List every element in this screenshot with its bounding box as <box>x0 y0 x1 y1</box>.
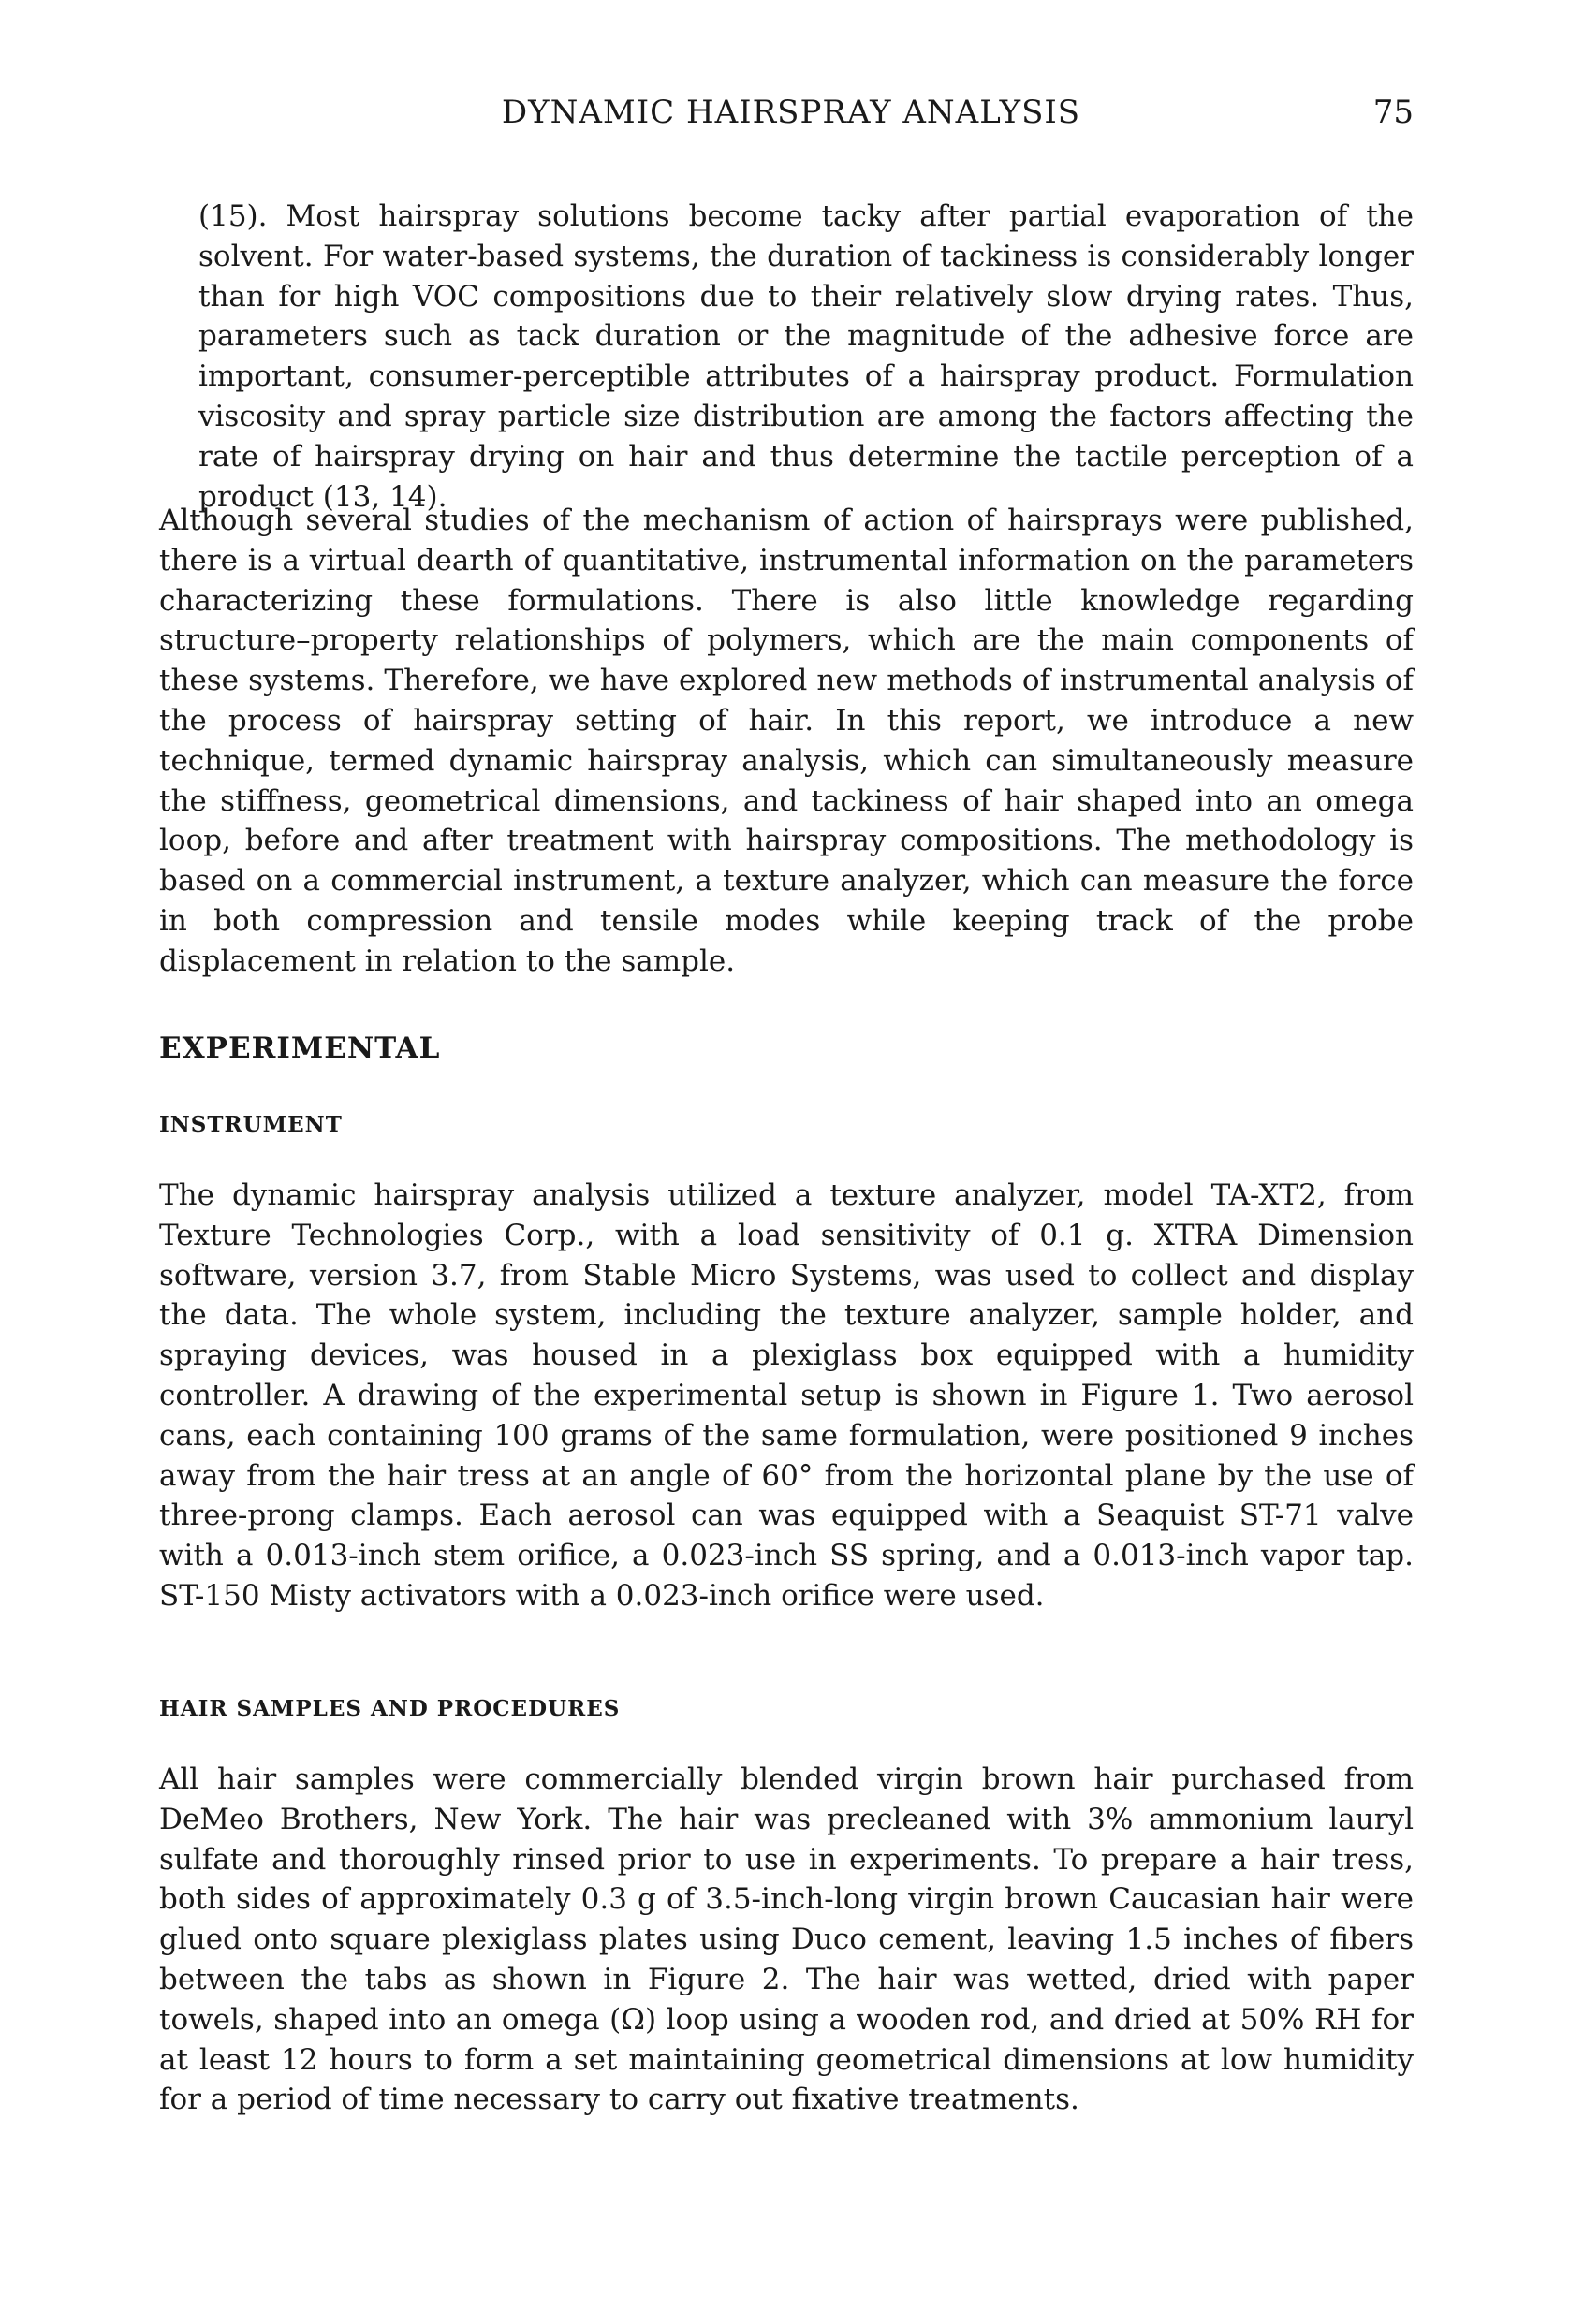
paragraph-continuation: (15). Most hairspray solutions become tacky after partial evaporation of the solvent. For water-based systems, the duration of tackiness is considerably longer than for high VOC compositions due to their relatively slow drying rates. Thus, parameters such as tack duration or the magnitude of the adhesive force are important, consumer-perceptible attributes of a hairspray product. Formulation viscosity and spray particle size distribution are among the factors affecting the rate of hairspray drying on hair and thus determine the tactile perception of a product (13, 14). <box>198 199 1414 514</box>
subheading-hair-samples: HAIR SAMPLES AND PROCEDURES <box>159 1696 621 1721</box>
paragraph-introduction: Although several studies of the mechanism of action of hairsprays were published, there is a virtual dearth of quantitative, instrumental information on the parameters characterizing these formulations. There is also little knowledge regarding structure–property relationships of polymers, which are the main components of these systems. Therefore, we have explored new methods of instrumental analysis of the process of hairspray setting of hair. In this report, we introduce a new technique, termed dynamic hairspray analysis, which can simultaneously measure the stiffness, geometrical dimensions, and tackiness of hair shaped into an omega loop, before and after treatment with hairspray compositions. The methodology is based on a commercial instrument, a texture analyzer, which can measure the force in both compression and tensile modes while keeping track of the probe displacement in relation to the sample. <box>159 504 1414 978</box>
section-heading-experimental: EXPERIMENTAL <box>159 1031 441 1065</box>
running-title: DYNAMIC HAIRSPRAY ANALYSIS <box>501 94 1081 131</box>
paragraph-hair-samples: All hair samples were commercially blended virgin brown hair purchased from DeMeo Brothers, New York. The hair was precleaned with 3% ammonium lauryl sulfate and thoroughly rinsed prior to use in experiments. To prepare a hair tress, both sides of approximately 0.3 g of 3.5-inch-long virgin brown Caucasian hair were glued onto square plexiglass plates using Duco cement, leaving 1.5 inches of fibers between the tabs as shown in Figure 2. The hair was wetted, dried with paper towels, shaped into an omega (Ω) loop using a wooden rod, and dried at 50% RH for at least 12 hours to form a set maintaining geometrical dimensions at low humidity for a period of time necessary to carry out fixative treatments. <box>159 1762 1414 2117</box>
paragraph-instrument: The dynamic hairspray analysis utilized a texture analyzer, model TA-XT2, from Texture Technologies Corp., with a load sensitivity of 0.1 g. XTRA Dimension software, version 3.7, from Stable Micro Systems, was used to collect and display the data. The whole system, including the texture analyzer, sample holder, and spraying devices, was housed in a plexiglass box equipped with a humidity controller. A drawing of the experimental setup is shown in Figure 1. Two aerosol cans, each containing 100 grams of the same formulation, were positioned 9 inches away from the hair tress at an angle of 60° from the horizontal plane by the use of three-prong clamps. Each aerosol can was equipped with a Seaquist ST-71 valve with a 0.013-inch stem orifice, a 0.023-inch SS spring, and a 0.013-inch vapor tap. ST-150 Misty activators with a 0.023-inch orifice were used. <box>159 1178 1414 1613</box>
page-number: 75 <box>1372 94 1414 131</box>
running-head <box>169 89 1414 136</box>
subheading-instrument: INSTRUMENT <box>159 1112 343 1137</box>
